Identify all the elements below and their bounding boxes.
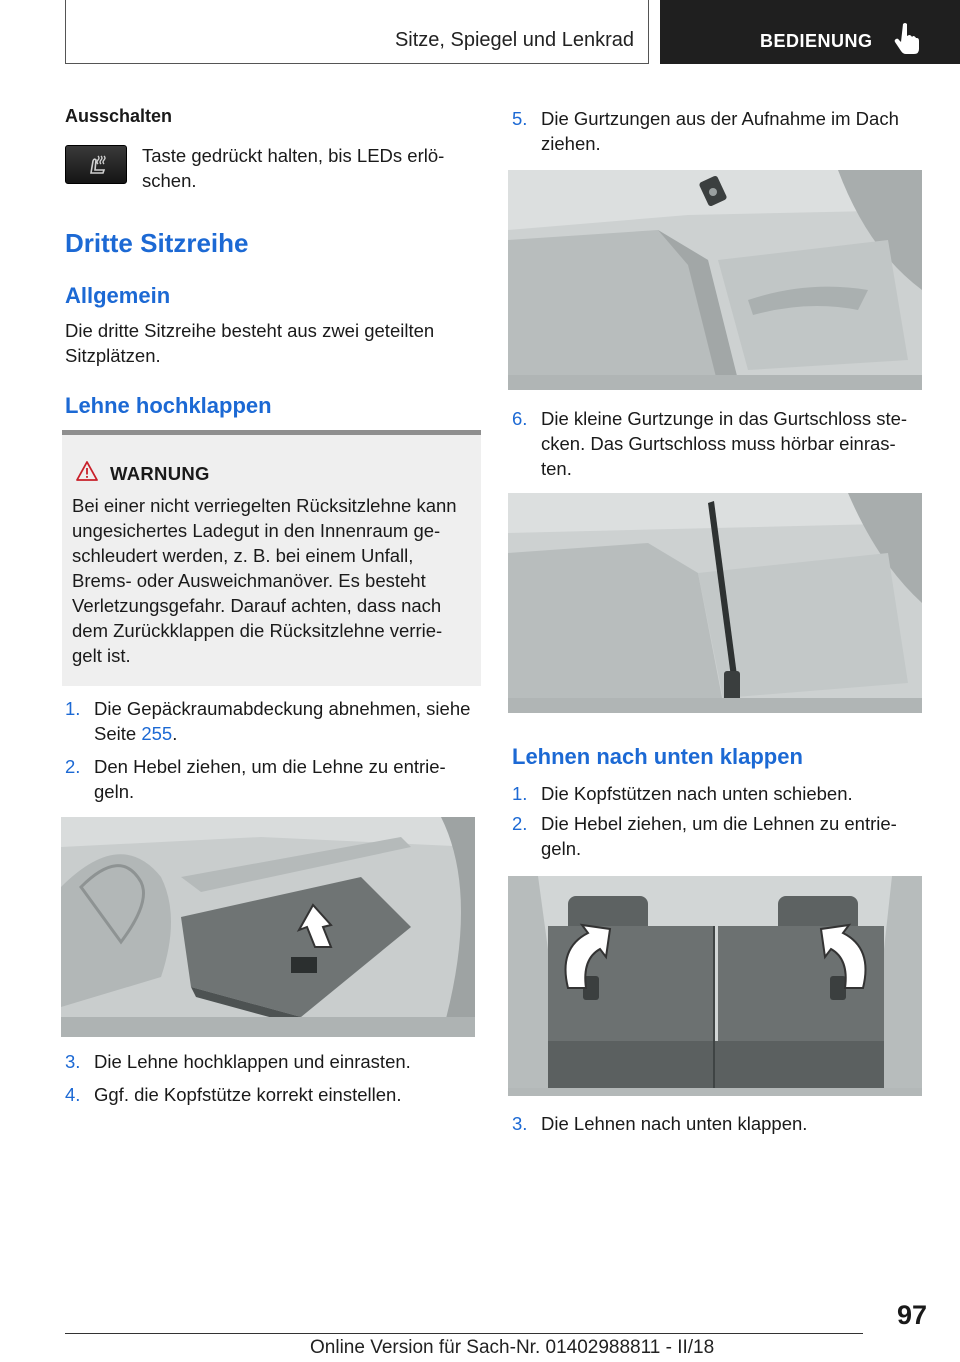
step-line: Seite — [94, 723, 142, 744]
photo-seat-levers-drawing — [508, 876, 922, 1096]
step-text — [541, 811, 897, 861]
step-line: Den Hebel ziehen, um die Lehne zu entrie‐ — [94, 756, 446, 777]
section-title: Sitze, Spiegel und Lenkrad — [394, 29, 634, 51]
heading-fold-up: Lehne hochklappen — [65, 393, 272, 418]
hand-pointer-icon — [894, 22, 922, 56]
step-line: Die Gurtzungen aus der Aufnahme im Dach — [541, 108, 899, 129]
step-number: 2. — [65, 756, 81, 777]
warning-line: Verletzungsgefahr. Darauf achten, dass nach — [72, 595, 442, 616]
step-text — [94, 754, 446, 804]
photo-belt-buckle — [508, 493, 922, 713]
step-line: Die kleine Gurtzunge in das Gurtschloss ste‐ — [541, 408, 908, 429]
warning-triangle-icon — [76, 461, 98, 481]
step-text: Die Kopfstützen nach unten schieben. — [541, 783, 853, 804]
warning-line: ungesichertes Ladegut in den Innenraum ge‐ — [72, 520, 441, 541]
step-number: 5. — [512, 108, 528, 129]
heading-general: Allgemein — [65, 283, 171, 308]
photo-fold-up-lever-drawing — [61, 817, 475, 1037]
step-line: ten. — [541, 458, 572, 479]
seat-heating-icon — [85, 153, 109, 177]
warning-title: WARNUNG — [110, 463, 210, 484]
step-text — [94, 696, 470, 746]
footer-text: Online Version für Sach-Nr. 01402988811 - II/18 — [310, 1337, 715, 1358]
step-line: Die Hebel ziehen, um die Lehnen zu entrie‐ — [541, 813, 897, 834]
step-text: Die Lehne hochklappen und einrasten. — [94, 1051, 411, 1072]
warning-line: schleudert werden, z. B. bei einem Unfall, — [72, 545, 414, 566]
photo-belt-roof — [508, 170, 922, 390]
photo-fold-up-lever — [61, 817, 475, 1037]
step-text: Ggf. die Kopfstütze korrekt einstellen. — [94, 1084, 402, 1105]
off-text-line2: schen. — [142, 170, 197, 191]
step-number: 3. — [65, 1051, 81, 1072]
warning-line: gelt ist. — [72, 645, 131, 666]
step-number: 1. — [65, 698, 81, 719]
general-line1: Die dritte Sitzreihe besteht aus zwei geteilten — [65, 320, 435, 341]
warning-line: Bei einer nicht verriegelten Rücksitzlehne kann — [72, 495, 457, 516]
chapter-tab-label: BEDIENUNG — [760, 31, 873, 51]
page-number: 97 — [896, 1300, 927, 1330]
step-number: 3. — [512, 1113, 528, 1134]
step-line: geln. — [541, 838, 582, 859]
step-number: 1. — [512, 783, 528, 804]
step-text — [541, 406, 907, 481]
warning-body — [72, 493, 472, 668]
warning-line: dem Zurückklappen die Rücksitzlehne verrie‐ — [72, 620, 443, 641]
warning-line: Brems- oder Ausweichmanöver. Es besteht — [72, 570, 426, 591]
step-text — [541, 106, 899, 156]
step-number: 6. — [512, 408, 528, 429]
heading-fold-down: Lehnen nach unten klappen — [512, 744, 803, 769]
step-line: ziehen. — [541, 133, 601, 154]
photo-belt-roof-drawing — [508, 170, 922, 390]
seat-heating-button-image — [65, 145, 127, 184]
warning-box — [62, 430, 481, 686]
general-line2: Sitzplätzen. — [65, 345, 161, 366]
page-link-255[interactable]: 255 — [141, 723, 173, 744]
step-line: geln. — [94, 781, 135, 802]
heading-third-row: Dritte Sitzreihe — [65, 228, 249, 258]
chapter-tab[interactable] — [660, 0, 960, 64]
off-heading: Ausschalten — [65, 106, 173, 126]
photo-belt-buckle-drawing — [508, 493, 922, 713]
photo-seat-levers — [508, 876, 922, 1096]
step-line: Die Gepäckraumabdeckung abnehmen, siehe — [94, 698, 471, 719]
step-number: 2. — [512, 813, 528, 834]
step-number: 4. — [65, 1084, 81, 1105]
footer-divider — [65, 1333, 863, 1334]
step-line: cken. Das Gurtschloss muss hörbar einras‐ — [541, 433, 896, 454]
step-text: Die Lehnen nach unten klappen. — [541, 1113, 808, 1134]
off-text-line1: Taste gedrückt halten, bis LEDs erlö‐ — [142, 145, 445, 166]
step-line-end: . — [172, 723, 178, 744]
